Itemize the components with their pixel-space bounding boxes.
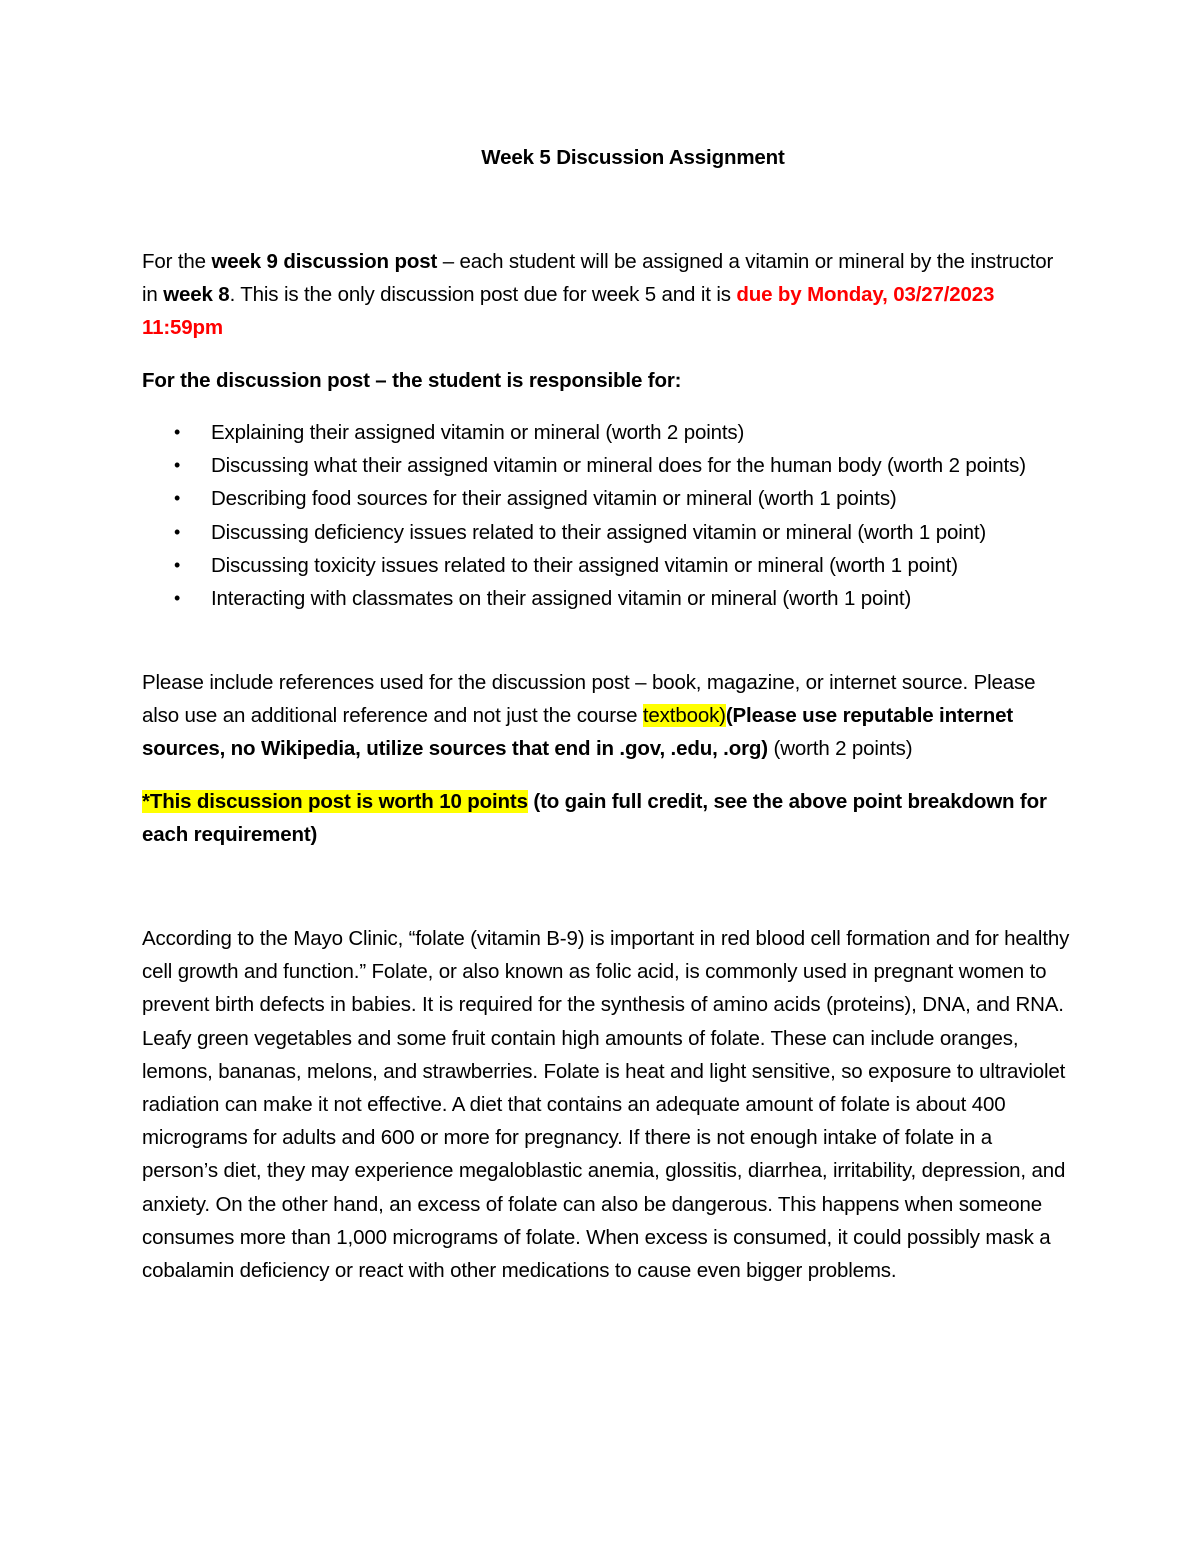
intro-week9-bold: week 9 discussion post xyxy=(211,250,438,273)
bullet-icon: • xyxy=(174,488,181,509)
bullet-icon: • xyxy=(174,554,181,575)
requirement-text: Discussing what their assigned vitamin or mineral does for the human body (worth 2 points) xyxy=(211,454,1026,478)
references-sources-bold: (Please use reputable internet sources, no Wikipedia, utilize sources that end in .gov, .edu, .org) xyxy=(142,704,1014,761)
due-date-text: due by Monday, 03/27/2023 11:59pm xyxy=(142,283,995,340)
worth-paragraph xyxy=(142,785,1072,851)
worth-note: (to gain full credit, see the above point breakdown for each requirement) xyxy=(142,790,1047,847)
intro-text-5: . This is the only discussion post due for week 5 and it is xyxy=(229,283,737,307)
list-item xyxy=(142,516,1072,549)
list-item xyxy=(142,416,1072,449)
list-item xyxy=(142,482,1072,515)
references-paragraph xyxy=(142,666,1072,766)
list-item xyxy=(142,582,1072,615)
bullet-icon: • xyxy=(174,422,181,442)
textbook-highlight: textbook) xyxy=(642,704,726,728)
bullet-icon: • xyxy=(174,588,181,609)
requirement-text: Interacting with classmates on their assigned vitamin or mineral (worth 1 point) xyxy=(211,587,912,611)
page-title: Week 5 Discussion Assignment xyxy=(481,146,785,169)
requirement-text: Discussing toxicity issues related to their assigned vitamin or mineral (worth 1 point) xyxy=(211,553,958,577)
list-item xyxy=(142,549,1072,582)
intro-paragraph xyxy=(142,245,1072,345)
bullet-icon: • xyxy=(174,521,181,542)
answer-paragraph: According to the Mayo Clinic, “folate (vitamin B-9) is important in red blood cell formation and for healthy cell growth and function.” Folate, or also known as folic acid, is commonly used in pregnant women to prevent birth defects in babies. It is required for the synthesis of amino acids (proteins), DNA, and RNA. Leafy green vegetables and some fruit contain high amounts of folate. These can include oranges, lemons, bananas, melons, and strawberries. Folate is heat and light sensitive, so exposure to ultraviolet radiation can make it not effective. A diet that contains an adequate amount of folate is about 400 micrograms for adults and 600 or more for pregnancy. If there is not enough intake of folate in a person’s diet, they may experience megaloblastic anemia, glossitis, diarrhea, irritability, depression, and anxiety. On the other hand, an excess of folate can also be dangerous. This happens when someone consumes more than 1,000 micrograms of folate. When excess is consumed, it could possibly mask a cobalamin deficiency or react with other medications to cause even bigger problems. xyxy=(142,927,1070,1283)
requirements-list xyxy=(142,416,1072,615)
bullet-icon: • xyxy=(174,455,181,476)
intro-text-3: – each student will be assigned a vitamin or mineral by the instructor in xyxy=(142,250,1054,307)
intro-week8-bold: week 8 xyxy=(163,283,230,307)
responsible-heading: For the discussion post – the student is responsible for: xyxy=(142,369,682,392)
references-worth: (worth 2 points) xyxy=(767,737,913,761)
requirement-text: Discussing deficiency issues related to their assigned vitamin or mineral (worth 1 point) xyxy=(211,520,987,544)
list-item xyxy=(142,449,1072,482)
intro-text-1: For the xyxy=(142,250,212,273)
references-text-1: Please include references used for the discussion post – book, magazine, or internet source. Please also use an additional reference and not just the course xyxy=(142,671,1036,728)
requirement-text: Describing food sources for their assigned vitamin or mineral (worth 1 points) xyxy=(211,487,897,511)
requirement-text: Explaining their assigned vitamin or mineral (worth 2 points) xyxy=(211,421,745,444)
worth-highlight: *This discussion post is worth 10 points xyxy=(142,790,528,813)
